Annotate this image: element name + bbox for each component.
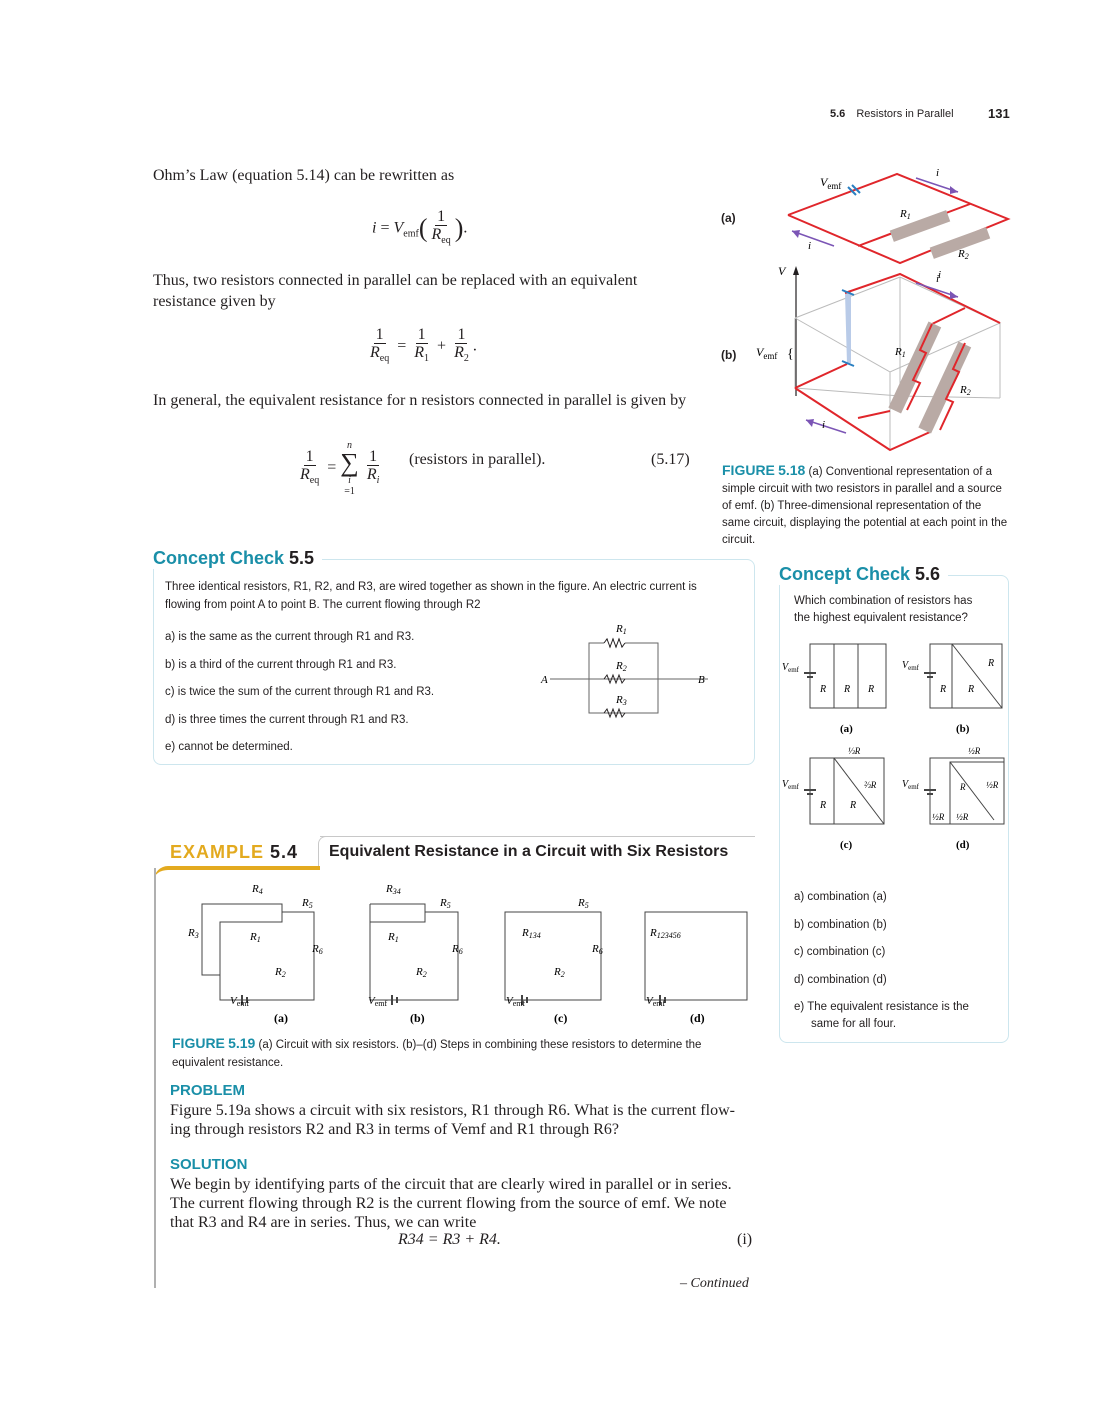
svg-text:R1: R1	[388, 931, 399, 944]
svg-text:R: R	[844, 684, 851, 695]
svg-text:½R: ½R	[932, 812, 945, 822]
svg-text:R2: R2	[960, 384, 971, 397]
concept-check-5-5-diagram	[538, 618, 718, 728]
svg-text:Vemf: Vemf	[230, 995, 250, 1008]
svg-text:Vemf: $V_{emf}$	[902, 660, 919, 672]
panel-d-label: (d)	[956, 839, 970, 851]
svg-text:(d): (d)	[690, 1011, 705, 1025]
svg-text:{: {	[787, 347, 794, 362]
svg-text:Vemf: $V_{emf}$	[820, 175, 842, 191]
svg-text:V: V	[778, 264, 786, 278]
equation-5-17: $\frac{1}{R_{eq}}$ = n ∑ i =1 $\frac{1}{R_i}$	[300, 440, 380, 497]
svg-text:R2: R2	[616, 660, 627, 673]
concept-check-5-5-options	[165, 624, 434, 762]
concept-check-5-5-title: Concept Check 5.5	[153, 548, 322, 569]
figure-5-18-diagram	[750, 160, 1020, 460]
option-c[interactable]: c) combination (c)	[794, 946, 886, 958]
example-title: Equivalent Resistance in a Circuit with Six Resistors	[329, 843, 729, 860]
equation-two-resistors: $\frac{1}{R_{eq}}$ = $\frac{1}{R_1}$ + $\frac{1}{R_2}$ .	[370, 326, 477, 365]
svg-text:R1: R1	[895, 346, 906, 359]
option-d[interactable]: d) combination (d)	[794, 973, 887, 986]
example-top-rule	[320, 836, 755, 837]
svg-text:Vemf: Vemf	[368, 995, 388, 1008]
equation-5-17-note: (resistors in parallel).	[409, 451, 546, 468]
svg-text:R34: R34	[386, 883, 401, 896]
svg-text:⅔R: ⅔R	[864, 780, 877, 790]
option-a[interactable]: a) combination (a)	[794, 891, 887, 903]
svg-text:R2: R2	[275, 966, 286, 979]
svg-text:Vemf: Vemf	[646, 995, 666, 1008]
concept-check-5-6-options: a) combination (a) b) combination (b) c) combination (c) d) combination (d) e) The equivalent resistance is the same for all four.	[794, 884, 969, 1033]
svg-text:R: R	[868, 684, 875, 695]
svg-text:⅓R: ⅓R	[848, 746, 861, 756]
svg-text:i: i	[936, 167, 940, 179]
svg-text:i: i	[938, 269, 942, 281]
running-head	[830, 108, 954, 120]
svg-text:R2: R2	[416, 966, 427, 979]
svg-text:i: i	[936, 273, 940, 285]
panel-a-label: (a)	[840, 723, 853, 735]
svg-text:R: R	[850, 800, 857, 811]
section-title: Resistors in Parallel	[856, 108, 954, 120]
svg-text:Vemf: $V_{emf}$	[782, 662, 799, 674]
svg-text:R: R	[968, 684, 975, 695]
intro-paragraph-3: In general, the equivalent resistance for n resistors connected in parallel is given by	[153, 392, 687, 409]
svg-text:½R: ½R	[986, 780, 999, 790]
intro-paragraph-2: Thus, two resistors connected in parallel can be replaced with an equivalent resistance given by	[153, 272, 638, 310]
svg-text:R: R	[820, 684, 827, 695]
svg-text:½R: ½R	[956, 812, 969, 822]
svg-text:R: R	[960, 782, 966, 792]
solution-heading: SOLUTION	[170, 1156, 248, 1173]
option-e[interactable]: e) The equivalent resistance is the	[794, 1001, 969, 1013]
problem-heading: PROBLEM	[170, 1082, 245, 1099]
equation-i: R34 = R3 + R4.	[398, 1231, 501, 1248]
svg-text:R: R	[988, 658, 995, 669]
svg-text:Vemf: Vemf	[506, 995, 526, 1008]
svg-text:½R: ½R	[968, 746, 981, 756]
svg-text:(b): (b)	[410, 1011, 425, 1025]
figure-5-18-caption: FIGURE 5.18 (a) Conventional representation of a simple circuit with two resistors in parallel and a source of emf. (b) Three-dimensional representation of the same circuit, displaying the potential at each point in the circuit.	[722, 462, 1008, 546]
svg-text:R2: R2	[554, 966, 565, 979]
continued-label: – Continued	[680, 1276, 749, 1291]
svg-text:R1: R1	[250, 931, 261, 944]
problem-text: Figure 5.19a shows a circuit with six resistors, R1 through R6. What is the current flow- ing through resistors R2 and R3 in terms of Vemf and R1 through R6?	[170, 1102, 735, 1138]
equation-ohms-law: $i = V_{emf}$( $\frac{1}{R_{eq}}$ ).	[372, 208, 468, 247]
panel-c-label: (c)	[840, 839, 853, 851]
svg-text:R6: R6	[452, 943, 463, 956]
svg-text:R5: R5	[440, 897, 451, 910]
svg-text:i: i	[822, 419, 826, 431]
svg-text:R4: R4	[252, 883, 263, 896]
svg-text:R3: R3	[616, 694, 627, 707]
panel-b-label: (b)	[956, 723, 970, 735]
svg-text:R: R	[940, 684, 947, 695]
figure-5-19-caption: FIGURE 5.19 (a) Circuit with six resistors. (b)–(d) Steps in combining these resistors to determine the equivalent resistance.	[172, 1035, 702, 1069]
option-a[interactable]: a) is the same as the current through R1 and R3.	[165, 631, 415, 643]
section-number: 5.6	[830, 108, 846, 120]
concept-check-5-5-question: Three identical resistors, R1, R2, and R3, are wired together as shown in the figure. An electric current is flowing from point A to point B. The current flowing through R2	[165, 581, 697, 611]
option-b[interactable]: b) is a third of the current through R1 and R3.	[165, 658, 397, 671]
svg-text:R1: R1	[616, 623, 627, 636]
svg-text:R5: R5	[302, 897, 313, 910]
solution-text: We begin by identifying parts of the circuit that are clearly wired in parallel or in series. The current flowing through R2 is the current flowing from the source of emf. We note that R3 and R4 are in series. Thus, we can write	[170, 1176, 732, 1231]
page-number: 131	[988, 106, 1010, 121]
svg-text:R: R	[820, 800, 827, 811]
intro-paragraph-1: Ohm’s Law (equation 5.14) can be rewritten as	[153, 167, 455, 184]
svg-text:R5: R5	[578, 897, 589, 910]
figure-5-19-diagram	[170, 880, 760, 1025]
svg-text:B: B	[698, 674, 705, 686]
svg-text:R6: R6	[592, 943, 603, 956]
option-e[interactable]: e) cannot be determined.	[165, 741, 293, 753]
equation-number-5-17: (5.17)	[651, 451, 690, 468]
svg-text:Vemf: $V_{emf}$	[782, 779, 799, 791]
figure-5-18-label-a: (a)	[721, 211, 736, 225]
example-heading: EXAMPLE 5.4	[170, 842, 299, 862]
option-c[interactable]: c) is twice the sum of the current through R1 and R3.	[165, 686, 435, 698]
svg-text:R123456: R123456	[650, 927, 681, 940]
svg-text:R2: R2	[958, 248, 969, 261]
svg-text:R6: R6	[312, 943, 323, 956]
svg-text:Vemf: $V_{emf}$	[756, 345, 778, 361]
svg-text:A: A	[541, 674, 548, 686]
svg-text:(c): (c)	[554, 1011, 568, 1025]
concept-check-5-6-question: Which combination of resistors has the highest equivalent resistance?	[794, 595, 973, 624]
option-d[interactable]: d) is three times the current through R1 and R3.	[165, 713, 409, 726]
svg-text:R134: R134	[522, 927, 541, 940]
concept-check-5-6-title: Concept Check 5.6	[779, 564, 948, 585]
example-left-rule	[154, 868, 156, 1288]
svg-text:R3: R3	[188, 927, 199, 940]
figure-5-18-label-b: (b)	[721, 348, 737, 362]
option-b[interactable]: b) combination (b)	[794, 918, 887, 931]
svg-text:R1: R1	[900, 208, 911, 221]
concept-check-5-6-diagrams	[780, 640, 1010, 870]
svg-text:Vemf: $V_{emf}$	[902, 779, 919, 791]
equation-i-number: (i)	[737, 1231, 753, 1248]
svg-text:i: i	[808, 240, 812, 252]
svg-text:(a): (a)	[274, 1011, 288, 1025]
